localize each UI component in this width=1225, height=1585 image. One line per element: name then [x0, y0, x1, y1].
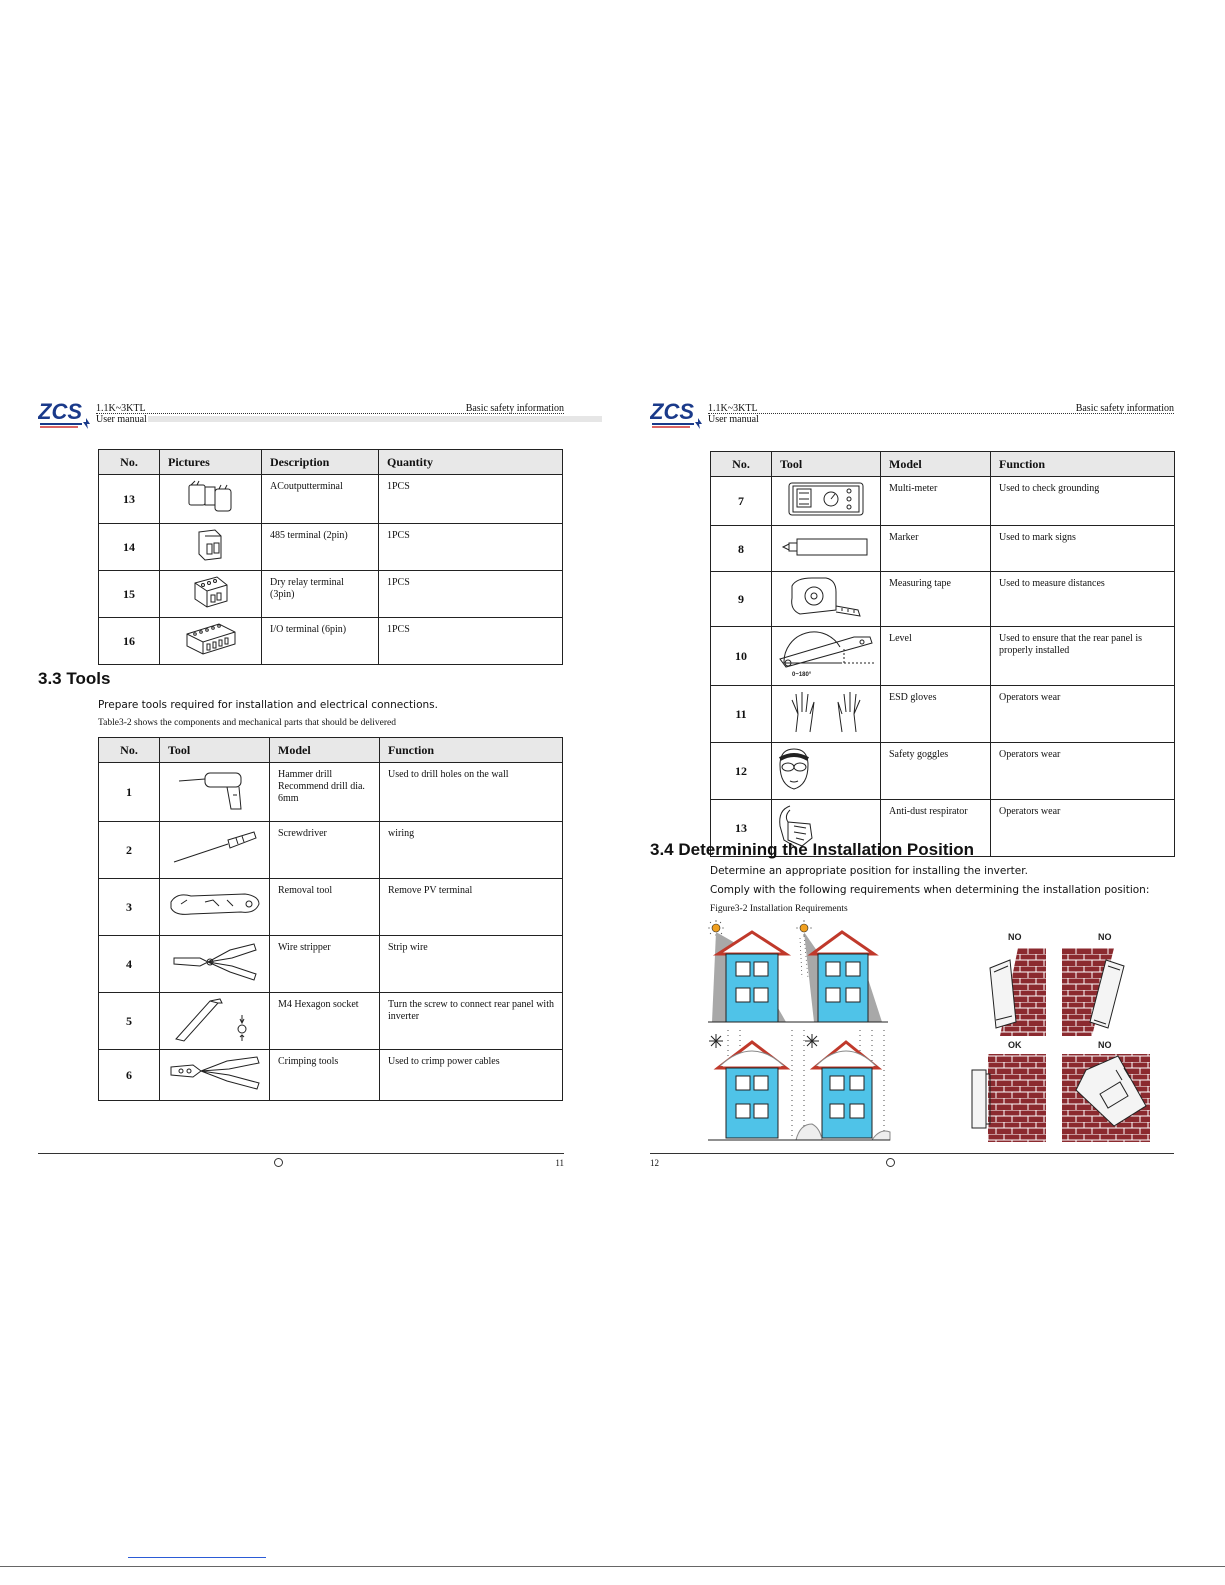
label-no-2: NO: [1098, 932, 1112, 942]
label-no-1: NO: [1008, 932, 1022, 942]
row-function: Strip wire: [380, 936, 563, 993]
row-quantity: 1PCS: [379, 524, 563, 571]
row-model: Multi-meter: [881, 477, 991, 526]
col-description: Description: [262, 450, 379, 475]
inverter-icon: [972, 1070, 990, 1128]
row-model: ESD gloves: [881, 686, 991, 743]
row-function: Operators wear: [991, 800, 1175, 857]
col-tool: Tool: [160, 738, 270, 763]
row-no: 7: [711, 477, 772, 526]
row-no: 12: [711, 743, 772, 800]
page-header: [38, 398, 564, 430]
row-function: Used to ensure that the rear panel is properly installed: [991, 627, 1175, 686]
row-function: Operators wear: [991, 743, 1175, 800]
header-manual: User manual: [96, 414, 147, 425]
row-no: 11: [711, 686, 772, 743]
removal-tool-icon: [167, 888, 263, 922]
row-model: Anti-dust respirator: [881, 800, 991, 857]
header-manual: User manual: [708, 414, 759, 425]
col-quantity: Quantity: [379, 450, 563, 475]
table-row: [99, 1050, 563, 1101]
footer-circle: [274, 1158, 283, 1167]
col-model: Model: [881, 452, 991, 477]
hammer-drill-icon: [175, 765, 255, 815]
link-underline: [128, 1557, 266, 1558]
safety-goggles-icon: [774, 745, 814, 793]
installation-figure-houses: [704, 918, 894, 1144]
header-section: Basic safety information: [465, 403, 564, 414]
left-page: [38, 398, 568, 1188]
col-pictures: Pictures: [160, 450, 262, 475]
table-row: [99, 879, 563, 936]
row-model: Screwdriver: [270, 822, 380, 879]
esd-gloves-icon: [786, 688, 866, 736]
row-no: 15: [99, 571, 160, 618]
row-function: Turn the screw to connect rear panel with inverter: [380, 993, 563, 1050]
table-row: [711, 686, 1175, 743]
row-description: I/O terminal (6pin): [262, 618, 379, 665]
row-description: ACoutputterminal: [262, 475, 379, 524]
installation-line-2: Comply with the following requirements when determining the installation position:: [710, 884, 1150, 896]
row-function: Used to measure distances: [991, 572, 1175, 627]
page-number: 12: [650, 1158, 659, 1168]
table-header-row: [99, 450, 563, 475]
row-description: 485 terminal (2pin): [262, 524, 379, 571]
row-no: 10: [711, 627, 772, 686]
table-row: [711, 743, 1175, 800]
row-no: 2: [99, 822, 160, 879]
house-icon: [718, 1042, 786, 1138]
crimping-tool-icon: [167, 1053, 263, 1093]
zcs-logo: [650, 398, 704, 430]
table-row: [711, 477, 1175, 526]
col-no: No.: [99, 450, 160, 475]
figure-caption: Figure3-2 Installation Requirements: [710, 904, 848, 914]
row-no: 4: [99, 936, 160, 993]
installation-line-1: Determine an appropriate position for installing the inverter.: [710, 865, 1028, 877]
dry-relay-terminal-icon: [181, 573, 241, 611]
label-no-3: NO: [1098, 1040, 1112, 1050]
485-terminal-icon: [181, 526, 241, 564]
svg-text:ZCS: ZCS: [650, 399, 694, 424]
col-tool: Tool: [772, 452, 881, 477]
header-bar: [148, 416, 602, 422]
table-row: [99, 475, 563, 524]
table-header-row: [99, 738, 563, 763]
table-row: [99, 993, 563, 1050]
footer-circle: [886, 1158, 895, 1167]
footer-divider: [38, 1153, 564, 1154]
row-model: Hammer drill Recommend drill dia. 6mm: [270, 763, 380, 822]
measuring-tape-icon: [786, 574, 866, 620]
multimeter-icon: [785, 479, 867, 519]
table-row: [99, 571, 563, 618]
ac-output-terminal-icon: [181, 477, 241, 517]
row-no: 6: [99, 1050, 160, 1101]
inverter-icon: [990, 960, 1016, 1028]
row-model: Safety goggles: [881, 743, 991, 800]
house-icon: [814, 1042, 878, 1138]
tools-table-continued: [710, 451, 1175, 857]
hexagon-socket-icon: [170, 995, 260, 1043]
table-row: [99, 936, 563, 993]
bottom-divider: [0, 1566, 1225, 1567]
table-row: [711, 572, 1175, 627]
col-function: Function: [380, 738, 563, 763]
accessories-table: [98, 449, 563, 665]
col-no: No.: [99, 738, 160, 763]
table-row: [711, 526, 1175, 572]
label-ok: OK: [1008, 1040, 1022, 1050]
wire-stripper-icon: [170, 940, 260, 984]
snowflake-icon: [805, 1034, 819, 1048]
level-icon: [774, 629, 878, 679]
row-quantity: 1PCS: [379, 475, 563, 524]
house-icon: [812, 932, 874, 1022]
row-function: Used to mark signs: [991, 526, 1175, 572]
row-model: Marker: [881, 526, 991, 572]
table-row: [711, 627, 1175, 686]
row-model: Crimping tools: [270, 1050, 380, 1101]
sun-icon: [796, 920, 812, 936]
row-model: Level: [881, 627, 991, 686]
table-row: [99, 618, 563, 665]
marker-icon: [781, 535, 871, 559]
table-row: [99, 822, 563, 879]
row-no: 14: [99, 524, 160, 571]
row-no: 1: [99, 763, 160, 822]
header-model: 1.1K~3KTL: [708, 403, 758, 414]
table-header-row: [711, 452, 1175, 477]
row-quantity: 1PCS: [379, 618, 563, 665]
table-row: [99, 524, 563, 571]
row-model: Measuring tape: [881, 572, 991, 627]
section-title-tools: 3.3 Tools: [38, 669, 111, 688]
row-no: 3: [99, 879, 160, 936]
screwdriver-icon: [170, 828, 260, 868]
row-no: 16: [99, 618, 160, 665]
tools-table: [98, 737, 563, 1101]
col-no: No.: [711, 452, 772, 477]
row-description: Dry relay terminal (3pin): [262, 571, 379, 618]
header-model: 1.1K~3KTL: [96, 403, 146, 414]
row-quantity: 1PCS: [379, 571, 563, 618]
row-no: 8: [711, 526, 772, 572]
row-function: Used to crimp power cables: [380, 1050, 563, 1101]
col-function: Function: [991, 452, 1175, 477]
col-model: Model: [270, 738, 380, 763]
row-no: 13: [99, 475, 160, 524]
row-function: Used to drill holes on the wall: [380, 763, 563, 822]
zcs-logo: [38, 398, 92, 430]
footer-divider: [650, 1153, 1174, 1154]
row-model: Wire stripper: [270, 936, 380, 993]
section-title-installation: 3.4 Determining the Installation Position: [650, 840, 974, 859]
row-function: Used to check grounding: [991, 477, 1175, 526]
table-row: [99, 763, 563, 822]
io-terminal-icon: [179, 620, 243, 658]
row-no: 13: [711, 800, 772, 857]
row-model: M4 Hexagon socket: [270, 993, 380, 1050]
svg-text:ZCS: ZCS: [38, 399, 82, 424]
tools-intro: Prepare tools required for installation and electrical connections.: [98, 699, 438, 711]
level-angle-label: 0~180°: [792, 672, 812, 678]
right-page: [650, 398, 1180, 1188]
row-function: wiring: [380, 822, 563, 879]
row-no: 5: [99, 993, 160, 1050]
installation-figure-walls: [968, 930, 1152, 1144]
row-no: 9: [711, 572, 772, 627]
header-section: Basic safety information: [1075, 403, 1174, 414]
row-function: Operators wear: [991, 686, 1175, 743]
snowflake-icon: [709, 1034, 723, 1048]
page-number: 11: [555, 1158, 564, 1168]
tools-caption: Table3-2 shows the components and mechanical parts that should be delivered: [98, 718, 396, 728]
row-model: Removal tool: [270, 879, 380, 936]
row-function: Remove PV terminal: [380, 879, 563, 936]
page-header: [650, 398, 1174, 430]
